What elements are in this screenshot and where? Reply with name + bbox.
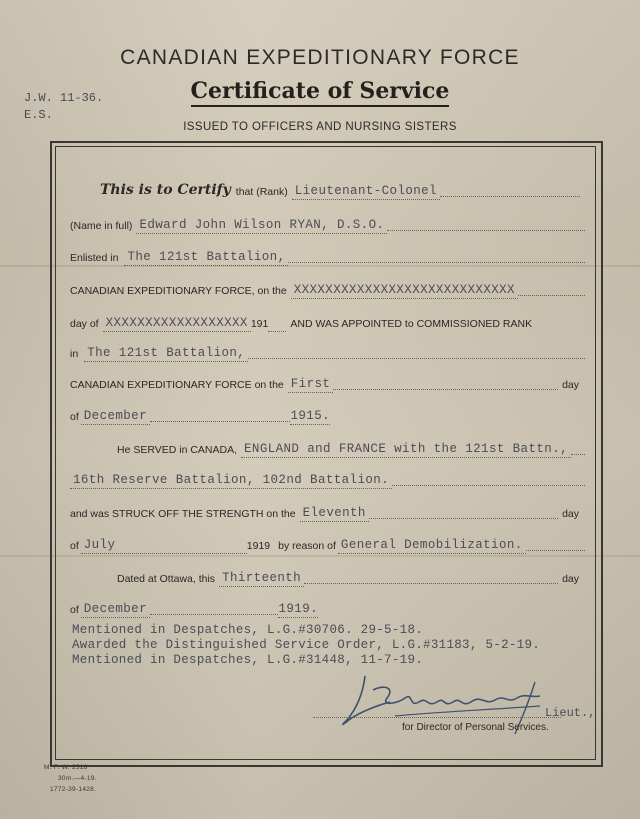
served-value: ENGLAND and FRANCE with the 121st Battn., bbox=[241, 442, 571, 458]
dated-year-value: 1919. bbox=[278, 602, 318, 616]
appointment-month-line bbox=[70, 403, 330, 425]
reason-label: by reason of bbox=[278, 540, 336, 552]
reference-number: J.W. 11-36. bbox=[24, 91, 104, 105]
certify-label: This is to Certify bbox=[100, 182, 231, 198]
reference-initials: E.S. bbox=[24, 108, 53, 122]
dated-day-value: Thirteenth bbox=[219, 571, 304, 587]
printer-number: 1772-39-1428. bbox=[50, 786, 97, 793]
enlisted-line bbox=[70, 244, 585, 266]
served-line-2 bbox=[70, 467, 585, 489]
appointment-day-value: First bbox=[288, 377, 334, 393]
printer-run: 30m.—4-19. bbox=[58, 775, 97, 782]
issued-to-line: ISSUED TO OFFICERS AND NURSING SISTERS bbox=[183, 121, 457, 133]
struck-off-line bbox=[70, 500, 585, 522]
enlisted-value: The 121st Battalion, bbox=[124, 250, 288, 266]
name-value: Edward John Wilson RYAN, D.S.O. bbox=[136, 218, 387, 234]
appointment-date-line bbox=[70, 371, 585, 393]
printer-code: M. F. W. 2518 bbox=[44, 764, 88, 771]
name-line bbox=[70, 212, 585, 234]
unit-line bbox=[70, 340, 585, 362]
day-of-value: XXXXXXXXXXXXXXXXXX bbox=[103, 316, 251, 332]
enlisted-label: Enlisted in bbox=[70, 252, 119, 264]
of-label-3: of bbox=[70, 604, 79, 616]
of-label-2: of bbox=[70, 540, 79, 552]
served-line bbox=[117, 436, 585, 458]
cef-on-value: XXXXXXXXXXXXXXXXXXXXXXXXXXXX bbox=[291, 283, 518, 299]
appointment-month-value: December bbox=[81, 409, 150, 425]
rank-value: Lieutenant-Colonel bbox=[292, 184, 440, 200]
rank-line bbox=[100, 178, 580, 200]
of-label: of bbox=[70, 411, 79, 423]
unit-value: The 121st Battalion, bbox=[84, 346, 248, 362]
in-label: in bbox=[70, 348, 79, 360]
day-label-3: day bbox=[562, 573, 579, 585]
dated-line bbox=[117, 565, 585, 587]
struck-day-value: Eleventh bbox=[300, 506, 369, 522]
appointment-year-value: 1915. bbox=[290, 409, 330, 423]
signature-line bbox=[313, 717, 561, 718]
signature-caption: for Director of Personal Services. bbox=[402, 722, 549, 733]
remark-3: Mentioned in Despatches, L.G.#31448, 11-7-19. bbox=[72, 653, 424, 667]
struck-label: and was STRUCK OFF THE STRENGTH on the bbox=[70, 508, 296, 520]
certificate-heading-text: Certificate of Service bbox=[191, 78, 450, 107]
name-label: (Name in full) bbox=[70, 220, 133, 232]
reason-value: General Demobilization. bbox=[338, 538, 526, 554]
document-title: CANADIAN EXPEDITIONARY FORCE bbox=[120, 46, 520, 69]
remark-2: Awarded the Distinguished Service Order, L.G.#31183, 5-2-19. bbox=[72, 638, 541, 652]
struck-year: 1919 bbox=[246, 540, 271, 552]
certificate-heading bbox=[0, 78, 640, 104]
served-label: He SERVED in CANADA, bbox=[117, 444, 238, 456]
rank-label: that (Rank) bbox=[235, 186, 288, 198]
struck-month-value: July bbox=[81, 538, 247, 554]
remark-1: Mentioned in Despatches, L.G.#30706. 29-5-18. bbox=[72, 623, 424, 637]
dated-label: Dated at Ottawa, this bbox=[117, 573, 216, 585]
cef-enlist-date-line bbox=[70, 277, 585, 299]
appointed-line bbox=[70, 310, 585, 332]
year-191: 191 bbox=[250, 318, 269, 330]
cef-on2-label: CANADIAN EXPEDITIONARY FORCE on the bbox=[70, 379, 284, 391]
cef-on-label: CANADIAN EXPEDITIONARY FORCE, on the bbox=[70, 285, 287, 297]
appointed-label: AND WAS APPOINTED to COMMISSIONED RANK bbox=[290, 318, 533, 330]
reason-line bbox=[70, 532, 585, 554]
dated-month-value: December bbox=[81, 602, 150, 618]
signature-rank: Lieut., bbox=[545, 706, 596, 720]
day-of-label: day of bbox=[70, 318, 99, 330]
day-label: day bbox=[562, 379, 579, 391]
served-value-2: 16th Reserve Battalion, 102nd Battalion. bbox=[70, 473, 392, 489]
day-label-2: day bbox=[562, 508, 579, 520]
dated-month-line bbox=[70, 596, 318, 618]
